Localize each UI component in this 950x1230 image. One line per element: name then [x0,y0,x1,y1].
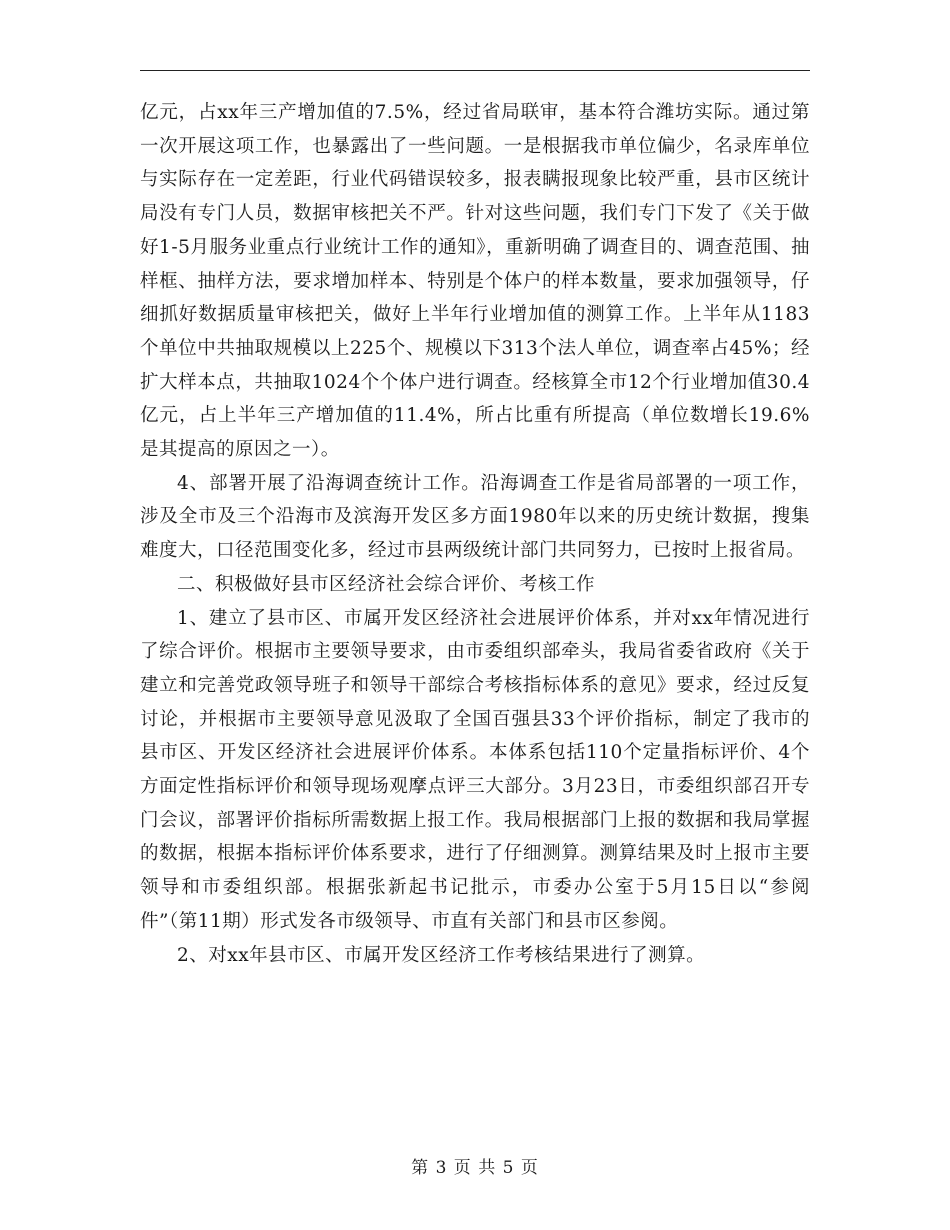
page-number: 第 3 页 共 5 页 [411,1158,539,1178]
paragraph-4: 2、对xx年县市区、市属开发区经济工作考核结果进行了测算。 [177,944,706,966]
paragraph-3: 1、建立了县市区、市属开发区经济社会进展评价体系，并对xx年情况进行了综合评价。根据市主要领导要求，由市委组织部牵头，我局省委省政府《关于建立和完善党政领导班子和领导干部综合考核指标体系的意见》要求，经过反复讨论，并根据市主要领导意见汲取了全国百强县33个评价指标，制定了我市的县市区、开发区经济社会进展评价体系。本体系包括110个定量指标评价、4个方面定性指标评价和领导现场观摩点评三大部分。3月23日，市委组织部召开专门会议，部署评价指标所需数据上报工作。我局根据部门上报的数据和我局掌握的数据，根据本指标评价体系要求，进行了仔细测算。测算结果及时上报市主要领导和市委组织部。根据张新起书记批示，市委办公室于5月15日以“参阅件”（第11期）形式发各市级领导、市直有关部门和县市区参阅。 [140,607,810,932]
document-body [140,96,810,972]
paragraph-1: 亿元，占xx年三产增加值的7.5%，经过省局联审，基本符合潍坊实际。通过第一次开展这项工作，也暴露出了一些问题。一是根据我市单位偏少，名录库单位与实际存在一定差距，行业代码错误较多，报表瞒报现象比较严重，县市区统计局没有专门人员，数据审核把关不严。针对这些问题，我们专门下发了《关于做好1-5月服务业重点行业统计工作的通知》，重新明确了调查目的、调查范围、抽样框、抽样方法，要求增加样本、特别是个体户的样本数量，要求加强领导，仔细抓好数据质量审核把关，做好上半年行业增加值的测算工作。上半年从1183个单位中共抽取规模以上225个、规模以下313个法人单位，调查率占45%；经扩大样本点，共抽取1024个个体户进行调查。经核算全市12个行业增加值30.4亿元，占上半年三产增加值的11.4%，所占比重有所提高（单位数增长19.6%是其提高的原因之一）。 [140,102,810,461]
section-heading: 二、积极做好县市区经济社会综合评价、考核工作 [177,573,596,595]
paragraph-2: 4、部署开展了沿海调查统计工作。沿海调查工作是省局部署的一项工作，涉及全市及三个沿海市及滨海开发区多方面1980年以来的历史统计数据，搜集难度大，口径范围变化多，经过市县两级统计部门共同努力，已按时上报省局。 [140,472,810,562]
header-rule [140,70,810,71]
